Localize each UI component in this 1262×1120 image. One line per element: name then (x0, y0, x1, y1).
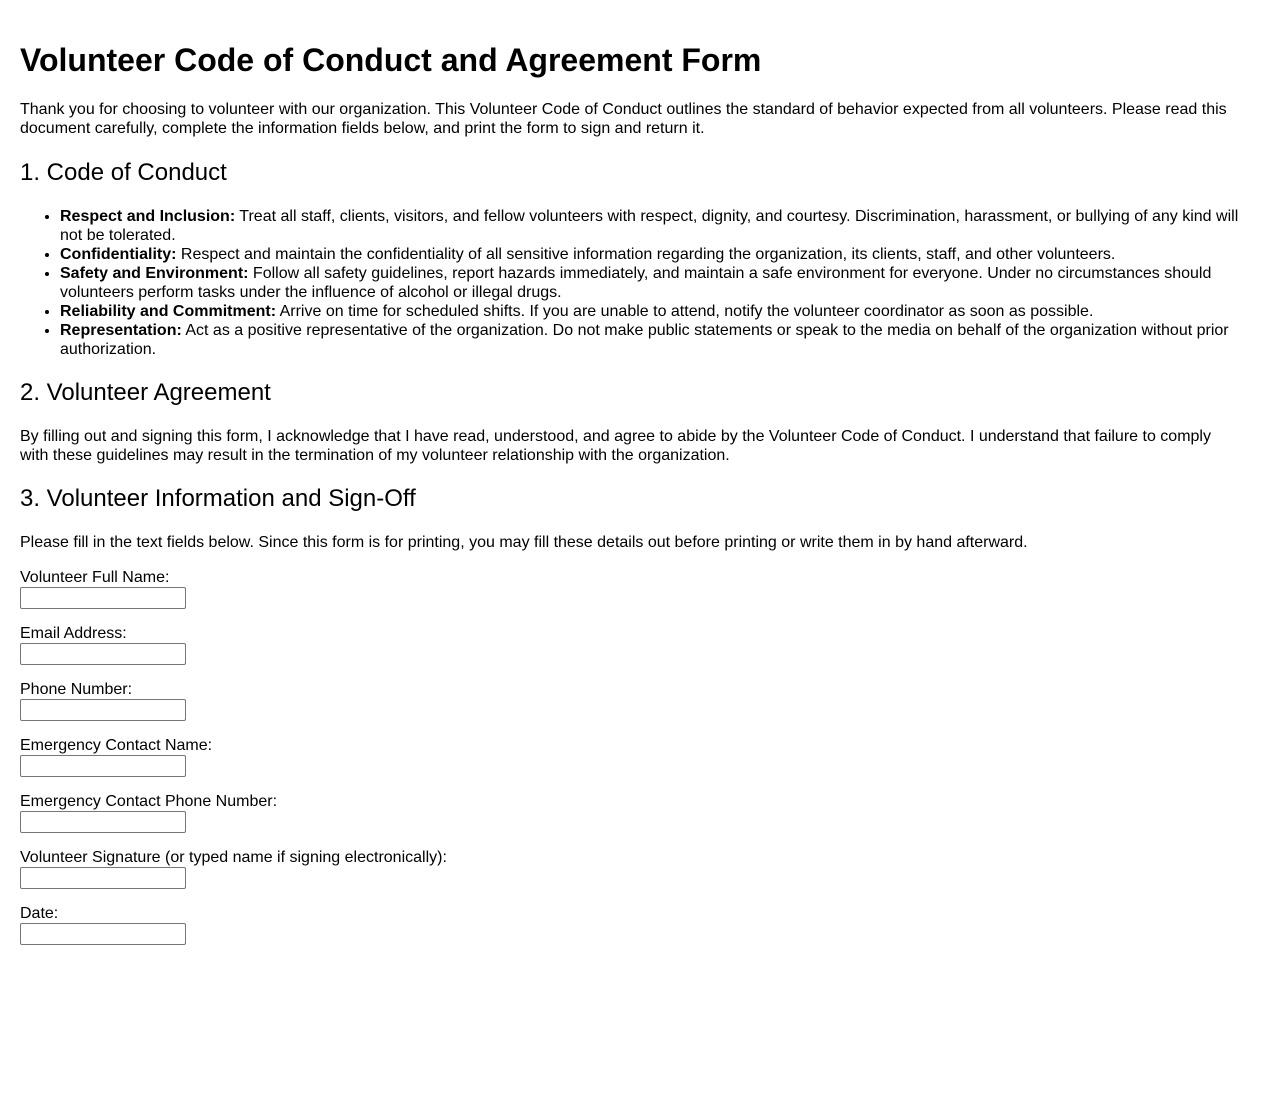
field-full-name (20, 568, 1242, 609)
section-heading-volunteer-agreement: 2. Volunteer Agreement (20, 379, 271, 406)
date-label: Date: (20, 905, 59, 922)
email-label: Email Address: (20, 625, 127, 642)
field-email (20, 624, 1242, 665)
list-item-term: Safety and Environment: (60, 265, 249, 282)
signature-label: Volunteer Signature (or typed name if signing electronically): (20, 849, 447, 866)
email-input[interactable] (20, 643, 186, 665)
phone-label: Phone Number: (20, 681, 133, 698)
phone-input[interactable] (20, 699, 186, 721)
section-heading-code-of-conduct: 1. Code of Conduct (20, 159, 227, 186)
list-item-text: Arrive on time for scheduled shifts. If you are unable to attend, notify the volunteer coordinator as soon as possible. (276, 303, 1094, 320)
signature-input[interactable] (20, 867, 186, 889)
agreement-paragraph: By filling out and signing this form, I acknowledge that I have read, understood, and agree to abide by the Volunteer Code of Conduct. I understand that failure to comply with these guidelines may result in the termination of my volunteer relationship with the organization. (20, 428, 1211, 464)
list-item (60, 302, 1242, 321)
list-item-text: Act as a positive representative of the organization. Do not make public statements or speak to the media on behalf of the organization without prior authorization. (60, 322, 1229, 358)
list-item (60, 321, 1242, 359)
list-item-text: Follow all safety guidelines, report hazards immediately, and maintain a safe environment for everyone. Under no circumstances should volunteers perform tasks under the influence of alcohol or illegal drugs. (60, 265, 1212, 301)
list-item (60, 207, 1242, 245)
full-name-input[interactable] (20, 587, 186, 609)
list-item-term: Confidentiality: (60, 246, 177, 263)
section-heading-volunteer-information: 3. Volunteer Information and Sign-Off (20, 485, 416, 512)
list-item-text: Treat all staff, clients, visitors, and fellow volunteers with respect, dignity, and courtesy. Discrimination, harassment, or bullying of any kind will not be tolerated. (60, 208, 1239, 244)
field-emergency-contact-name (20, 736, 1242, 777)
list-item-term: Representation: (60, 322, 182, 339)
information-instructions: Please fill in the text fields below. Since this form is for printing, you may fill these details out before printing or write them in by hand afterward. (20, 534, 1028, 551)
page-title: Volunteer Code of Conduct and Agreement Form (20, 42, 762, 78)
emergency-contact-phone-label: Emergency Contact Phone Number: (20, 793, 278, 810)
list-item-term: Reliability and Commitment: (60, 303, 277, 320)
list-item-text: Respect and maintain the confidentiality of all sensitive information regarding the organization, its clients, staff, and other volunteers. (176, 246, 1116, 263)
date-input[interactable] (20, 923, 186, 945)
emergency-contact-name-label: Emergency Contact Name: (20, 737, 213, 754)
field-signature (20, 848, 1242, 889)
field-phone (20, 680, 1242, 721)
list-item-term: Respect and Inclusion: (60, 208, 236, 225)
code-of-conduct-list (20, 207, 1242, 359)
field-emergency-contact-phone (20, 792, 1242, 833)
full-name-label: Volunteer Full Name: (20, 569, 170, 586)
intro-paragraph: Thank you for choosing to volunteer with our organization. This Volunteer Code of Conduct outlines the standard of behavior expected from all volunteers. Please read this document carefully, complete the information fields below, and print the form to sign and return it. (20, 101, 1227, 137)
field-date (20, 904, 1242, 945)
list-item (60, 264, 1242, 302)
list-item (60, 245, 1242, 264)
emergency-contact-name-input[interactable] (20, 755, 186, 777)
emergency-contact-phone-input[interactable] (20, 811, 186, 833)
